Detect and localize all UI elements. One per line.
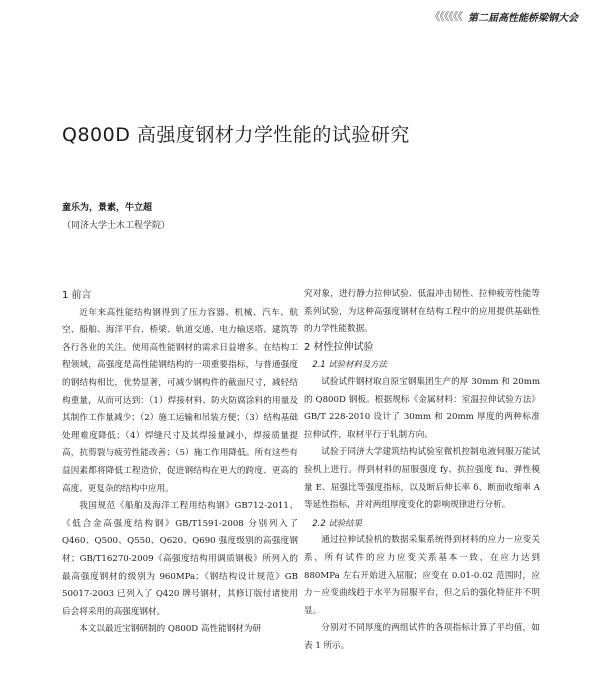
paragraph: 试验于同济大学建筑结构试验室微机控制电液伺服万能试验机上进行。得到材料的屈服强度 fy、抗拉强度 fu、弹性模量 E、屈强比等强度指标，以及断后伸长率 δ、断面收缩率 A 等延性指标，并对两组厚度变化的影响规律进行分析。 <box>304 447 540 511</box>
right-column <box>304 286 540 655</box>
subsection-2-2-heading: 2.2 试验结果 <box>312 517 362 528</box>
conference-name: 第二届高性能桥梁钢大会 <box>468 12 578 24</box>
section-1-heading: 1 前言 <box>62 290 92 301</box>
paragraph: 近年来高性能结构钢得到了压力容器、机械、汽车、航空、船舶、海洋平台、桥梁、轨道交通、电力输送塔、建筑等各行各业的关注。使用高性能钢材的需求日益增多。在结构工程领域，高强度是高性能钢结构的一项重要指标，与普通强度的钢结构相比，优势显著，可减少钢构件的截面尺寸，减轻结构重量，从而可达到：（1）焊接材料、防火防腐涂料的用量及其制作工作量减少；（2）施工运输和吊装方便；（3）结构基础处理难度降低；（4）焊缝尺寸及其焊接量减小，焊接质量提高，抗剪裂与疲劳性能改善；（5）施工作用降低。所有这些有益因素都将降低工程造价，促进钢结构在更大的跨度、更高的高度、更复杂的结构中应用。 <box>62 307 298 494</box>
authors: 童乐为，景素，牛立超 <box>62 203 153 213</box>
section-2-heading: 2 材性拉伸试验 <box>304 341 374 353</box>
paragraph: 我国规范《船舶及海洋工程用结构钢》GB712-2011、《低合金高强度结构钢》GB/T1591-2008 分别列入了 Q460、Q500、Q550、Q620、Q690 强度级别的高强度钢材；GB/T16270-2009《高强度结构用调质钢板》所列入的最高强度钢材的级别为 960MPa；《钢结构设计规范》GB 50017-2003 已列入了 Q420 牌号钢材，其修订版付诸使用后会将采用的高强度钢材。 <box>62 501 298 617</box>
left-column <box>62 287 298 639</box>
subsection-2-1-heading: 2.1 试验材料及方法 <box>312 359 387 370</box>
paragraph: 本文以最近宝钢研制的 Q800D 高性能钢材为研 <box>79 624 262 635</box>
paper-title: Q800D 高强度钢材力学性能的试验研究 <box>62 124 410 146</box>
affiliation: （同济大学土木工程学院） <box>62 221 171 231</box>
arrow-decoration-icon: 《《《《《《 <box>429 10 462 23</box>
paragraph: 分别对不同厚度的两组试件的各项指标计算了平均值，如表 1 所示。 <box>304 623 540 651</box>
paragraph: 通过拉伸试验机的数据采集系统得到材料的应力－应变关系，所有试件的应力应变关系基本一致，在应力达到 880MPa 左右开始进入屈服；应变在 0.01-0.02 范围时，应力－应变曲线趋于水平为屈服平台，但之后的强化特征并不明显。 <box>304 535 540 616</box>
running-header <box>430 8 579 24</box>
paragraph: 究对象，进行静力拉伸试验、低温冲击韧性、拉伸疲劳性能等系列试验，为这种高强度钢材在结构工程中的应用提供基础性的力学性能数据。 <box>304 289 540 335</box>
paragraph: 试验试件钢材取自原宝钢集团生产的厚 30mm 和 20mm 的 Q800D 钢板。根据规标《金属材料：室温拉伸试验方法》GB/T 228-2010 设计了 30mm 和 20mm 厚度的两种标准拉伸试件，取材平行于轧制方向。 <box>304 376 540 440</box>
